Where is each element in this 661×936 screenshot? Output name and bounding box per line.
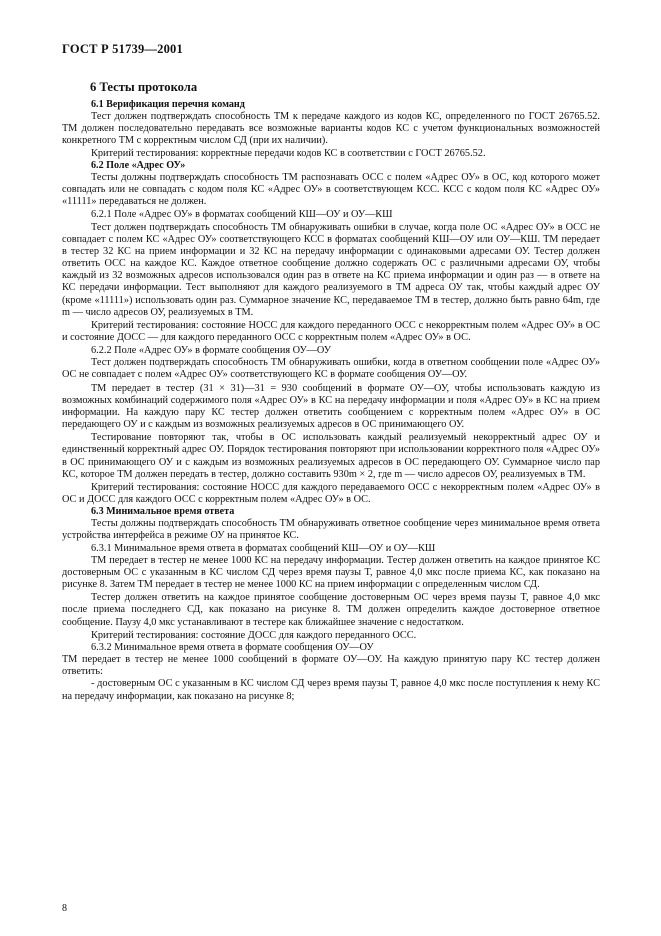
subsection-heading-6-3: 6.3 Минимальное время ответа (91, 506, 235, 518)
subsection-heading-6-1: 6.1 Верификация перечня команд (91, 99, 245, 110)
subsection-heading-6-2: 6.2 Поле «Адрес ОУ» (91, 159, 186, 171)
page-number: 8 (62, 903, 67, 914)
paragraph: Тесты должны подтверждать способность ТМ распознавать ОСС с полем «Адрес ОУ» в ОС, код которого может совпадать или не совпадать с кодом поля КС «Адрес ОУ» в соответствующем КСС. КСС с кодом поля КС «Адрес ОУ» «11111» передаваться не должен. (62, 171, 600, 208)
section-title: 6 Тесты протокола (90, 80, 198, 94)
criterion-paragraph: Критерий тестирования: состояние НОСС для каждого передаваемого ОСС с некорректным полем «Адрес ОУ» в ОС и ДОСС для каждого ОСС с корректным полем «Адрес ОУ» в ОС. (62, 481, 600, 505)
paragraph: Тест должен подтверждать способность ТМ к передаче каждого из кодов КС, определенного по ГОСТ 26765.52. ТМ должен последовательно передавать все возможные варианты кодов КС с учетом функциональных возможностей конкретного ТМ с корректным числом СД (при их наличии). (62, 111, 600, 147)
list-item: - достоверным ОС с указанным в КС числом СД через время паузы T, равное 4,0 мкс после поступления к нему КС на передачу информации, как показано на рисунке 8; (62, 678, 600, 702)
paragraph: Тестирование повторяют так, чтобы в ОС использовать каждый реализуемый некорректный адрес ОУ и единственный корректный адрес ОУ. Порядок тестирования повторяют при использовании корректного поля «Адрес ОУ» в ОС принимающего ОУ и с каждым из возможных реализуемых адресов в ОС передающего ОУ. Суммарное число пар КС, которое ТМ должен передать в тестер, должно составить 930m × 2, где m — число адресов ОУ, реализуемых в ТМ. (62, 432, 600, 480)
standard-header: ГОСТ Р 51739—2001 (62, 42, 183, 56)
document-body (62, 80, 600, 703)
paragraph: Тестер должен ответить на каждое принятое сообщение достоверным ОС через время паузы T, равное 4,0 мкс после приема последнего СД, как показано на рисунке 8. ТМ должен определить каждое достоверное ответное сообщение. Паузу 4,0 мкс устанавливают в тестере как ближайшее значение с недостатком. (62, 592, 600, 628)
criterion-paragraph: Критерий тестирования: состояние ДОСС для каждого переданного ОСС. (91, 629, 417, 641)
paragraph: Тест должен подтверждать способность ТМ обнаруживать ошибки, когда в ответном сообщении поле «Адрес ОУ» ОС не совпадает с полем «Адрес ОУ» соответствующего КС в формате сообщения ОУ—ОУ. (62, 357, 600, 381)
clause-heading-6-3-2: 6.3.2 Минимальное время ответа в формате сообщения ОУ—ОУ (91, 641, 374, 653)
criterion-paragraph: Критерий тестирования: корректные передачи кодов КС в соответствии с ГОСТ 26765.52. (91, 147, 486, 159)
criterion-paragraph: Критерий тестирования: состояние НОСС для каждого переданного ОСС с некорректным полем «Адрес ОУ» в ОС и состояние ДОСС — для каждого переданного ОСС с корректным полем «Адрес ОУ» в ОС. (62, 319, 600, 343)
paragraph: ТМ передает в тестер не менее 1000 сообщений в формате ОУ—ОУ. На каждую принятую пару КС тестер должен ответить: (62, 654, 600, 678)
paragraph: Тест должен подтверждать способность ТМ обнаруживать ошибки в случае, когда поле ОС «Адрес ОУ» в ОСС не совпадает с полем КС «Адрес ОУ» соответствующего КСС в форматах сообщений КШ—ОУ или ОУ—КШ. ТМ передает в тестер 32 КС на прием информации и 32 КС на передачу информации с одинаковыми адресами ОУ. Тестер должен ответить ОСС на каждое КС. Каждое ответное сообщение должно содержать ОС с различными адресами ОУ, чтобы каждый из 32 возможных адресов использовался один раз в ответе на КС приема информации и один раз — в ответе на КС передачи информации. Тест выполняют для каждого реализуемого в ТМ адреса ОУ так, чтобы каждый адрес ОУ (кроме «11111») использовать один раз. Суммарное значение КС, передаваемое ТМ в тестер, должно быть равно 64m, где m — число адресов ОУ, реализуемых в ТМ. (62, 221, 600, 318)
clause-heading-6-2-1: 6.2.1 Поле «Адрес ОУ» в форматах сообщений КШ—ОУ и ОУ—КШ (91, 209, 393, 221)
paragraph: ТМ передает в тестер не менее 1000 КС на передачу информации. Тестер должен ответить на каждое принятое КС достоверным ОС с указанным в КС числом СД через время паузы T, равное 4,0 мкс после приема КС, как показано на рисунке 8. Затем ТМ передает в тестер не менее 1000 КС на прием информации с определенным числом СД. (62, 554, 600, 591)
clause-heading-6-2-2: 6.2.2 Поле «Адрес ОУ» в формате сообщения ОУ—ОУ (91, 345, 331, 357)
paragraph: Тесты должны подтверждать способность ТМ обнаруживать ответное сообщение через минимальное время ответа устройства интерфейса в режиме ОУ на принятое КС. (62, 518, 600, 542)
paragraph: ТМ передает в тестер (31 × 31)—31 = 930 сообщений в формате ОУ—ОУ, чтобы использовать каждую из возможных комбинаций содержимого поля «Адрес ОУ» в КС на передачу информации и поля «Адрес ОУ» в КС на прием информации. На каждую пару КС тестер должен ответить сообщением с корректным полем «Адрес ОУ» в ОС передающего ОУ и с каждым из возможных реализуемых адресов в ОС принимающего ОУ. (62, 382, 600, 431)
clause-heading-6-3-1: 6.3.1 Минимальное время ответа в форматах сообщений КШ—ОУ и ОУ—КШ (91, 542, 436, 554)
